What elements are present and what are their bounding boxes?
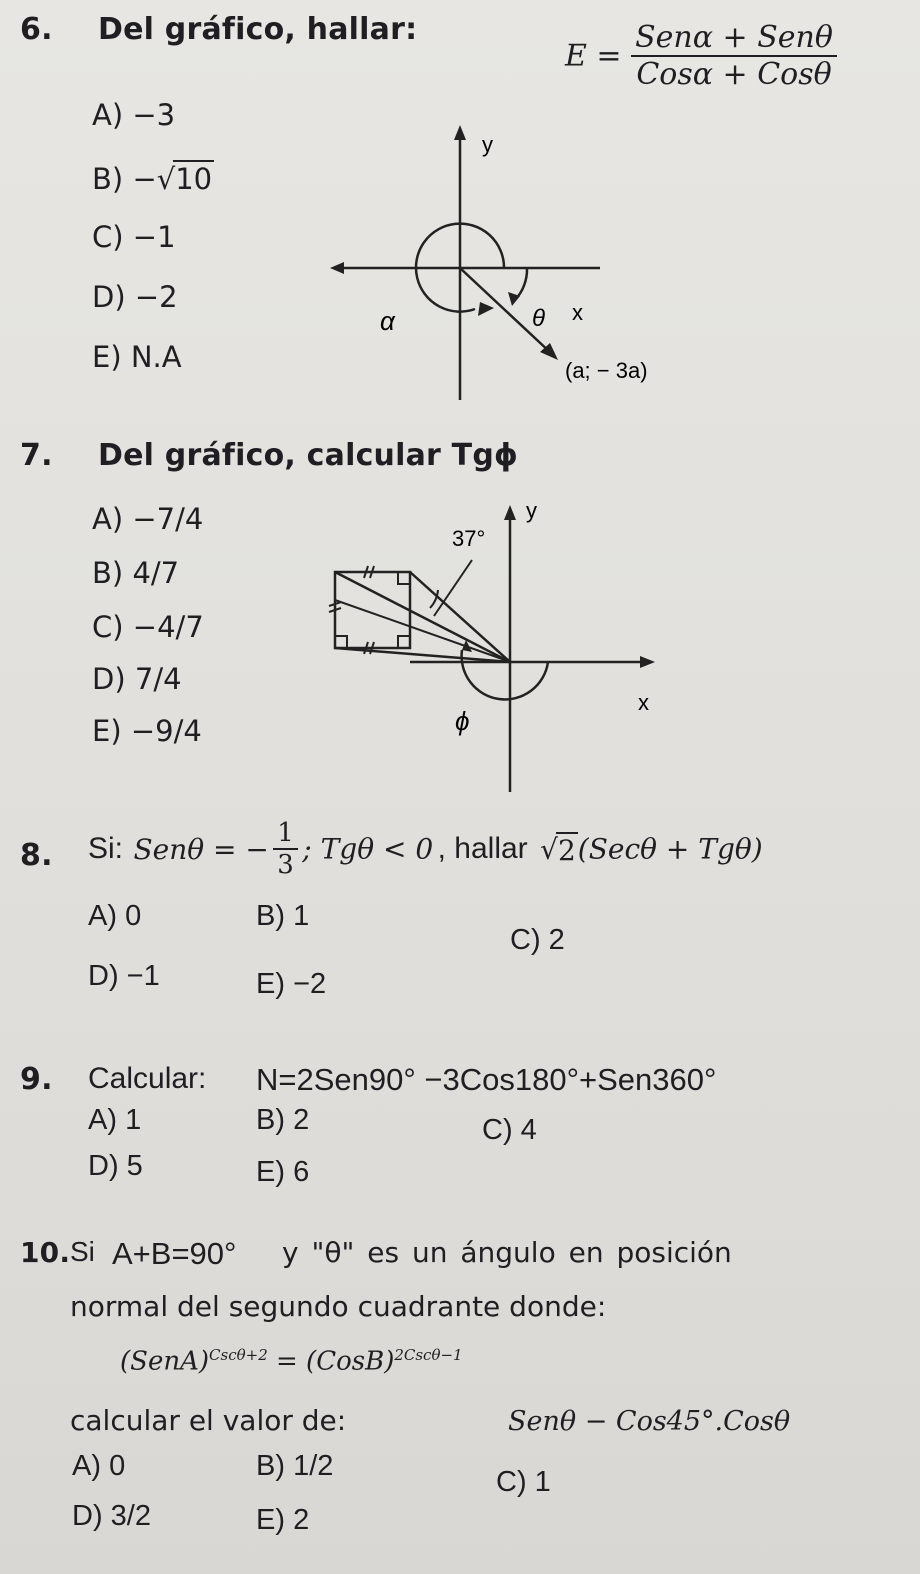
q10-option-b[interactable] <box>256 1450 333 1483</box>
q10-option-d[interactable] <box>72 1500 151 1533</box>
option-letter: E) <box>256 1156 285 1188</box>
q10-option-a[interactable] <box>72 1450 125 1483</box>
q8-option-b[interactable] <box>256 900 309 933</box>
option-letter: E) <box>92 714 122 748</box>
q10-line1-b: A+B=90° <box>112 1236 237 1271</box>
option-value: 4/7 <box>132 556 180 590</box>
option-value: −7/4 <box>132 502 204 536</box>
option-letter: B) <box>256 900 285 932</box>
option-letter: C) <box>482 1114 513 1146</box>
q8-frac-den: 3 <box>277 850 294 880</box>
option-letter: A) <box>88 900 117 932</box>
q8-option-e[interactable] <box>256 968 326 1001</box>
q8-expression: (Secθ + Tgθ) <box>577 832 763 866</box>
option-letter: C) <box>92 610 124 644</box>
sqrt-radicand: 10 <box>175 162 213 196</box>
q6-x-label: x <box>572 300 583 325</box>
q7-right-angle-bottom-left <box>335 636 347 648</box>
option-letter: A) <box>92 98 124 132</box>
option-letter: E) <box>92 340 122 374</box>
q6-formula-numerator: Senα + Senθ <box>631 20 837 57</box>
q7-angle-label: 37° <box>452 526 486 551</box>
option-value: 2 <box>293 1504 310 1536</box>
q7-number: 7. <box>20 438 53 473</box>
q10-line4: calcular el valor de: <box>70 1404 347 1437</box>
q10-line1-c: y "θ" es un ángulo en posición <box>282 1236 732 1269</box>
q10-eq-exp1: Cscθ+2 <box>209 1346 268 1364</box>
q9-option-b[interactable] <box>256 1104 309 1137</box>
option-letter: D) <box>92 280 126 314</box>
option-value: −2 <box>134 280 178 314</box>
option-letter: C) <box>510 924 541 956</box>
q8-mid: , hallar <box>437 832 528 865</box>
q8-fraction <box>273 818 298 880</box>
option-value: −1 <box>126 960 160 992</box>
q7-37-pointer <box>434 560 472 616</box>
option-letter: C) <box>92 220 124 254</box>
q8-number: 8. <box>20 838 53 873</box>
option-value: 2 <box>293 1104 310 1136</box>
q9-option-a[interactable] <box>88 1104 141 1137</box>
option-letter: B) <box>92 556 124 590</box>
q6-point-label: (a; − 3a) <box>565 358 648 383</box>
q7-base-line <box>335 648 510 662</box>
q7-x-label: x <box>638 690 649 715</box>
q7-y-label: y <box>526 498 537 523</box>
option-value: 0 <box>109 1450 126 1482</box>
q6-prompt: Del gráfico, hallar: <box>98 12 418 47</box>
option-value: −3 <box>132 98 176 132</box>
q10-eq-exp2: 2Cscθ−1 <box>394 1346 463 1364</box>
q9-expression: N=2Sen90° −3Cos180°+Sen360° <box>256 1062 717 1097</box>
q10-eq-mid: = (CosB) <box>276 1346 395 1377</box>
option-value: −9/4 <box>130 714 202 748</box>
q8-option-c[interactable] <box>510 924 565 957</box>
option-value: 6 <box>293 1156 310 1188</box>
option-value: 5 <box>126 1150 143 1182</box>
option-value: − <box>132 162 157 196</box>
option-value: N.A <box>130 340 182 374</box>
q8-option-a[interactable] <box>88 900 141 933</box>
q10-equation <box>120 1346 463 1377</box>
q7-prompt: Del gráfico, calcular Tgϕ <box>98 438 519 473</box>
option-letter: D) <box>88 1150 119 1182</box>
option-value: 1 <box>293 900 310 932</box>
q8-sqrt-radicand: 2 <box>557 833 576 867</box>
option-letter: A) <box>88 1104 117 1136</box>
option-value: 0 <box>125 900 142 932</box>
option-letter: E) <box>256 1504 285 1536</box>
q7-right-angle-top <box>398 572 410 584</box>
q10-number: 10. <box>20 1236 71 1269</box>
q7-phi-label: ϕ <box>455 706 470 736</box>
q10-option-c[interactable] <box>496 1466 551 1499</box>
option-letter: D) <box>72 1500 103 1532</box>
q6-theta-label: θ <box>532 305 546 332</box>
option-value: 1 <box>534 1466 551 1498</box>
q7-y-arrow <box>504 505 516 520</box>
option-value: −1 <box>132 220 176 254</box>
q10-line2: normal del segundo cuadrante donde: <box>70 1290 607 1323</box>
q6-number: 6. <box>20 12 53 47</box>
q7-right-angle-bottom-right <box>398 636 410 648</box>
option-value: 3/2 <box>110 1500 151 1532</box>
q10-line1-a: Si <box>70 1236 95 1267</box>
q8-prompt: Si: <box>88 832 124 865</box>
option-letter: E) <box>256 968 285 1000</box>
q10-eq-base1: (SenA) <box>120 1346 210 1377</box>
option-value: −2 <box>293 968 327 1000</box>
option-letter: C) <box>496 1466 527 1498</box>
q6-formula-lhs: E = <box>565 38 622 74</box>
option-value: −4/7 <box>132 610 204 644</box>
option-value: 1/2 <box>293 1450 334 1482</box>
q8-option-d[interactable] <box>88 960 160 993</box>
q6-formula-denominator: Cosα + Cosθ <box>636 57 832 92</box>
q9-option-d[interactable] <box>88 1150 143 1183</box>
option-value: 4 <box>520 1114 537 1146</box>
option-letter: D) <box>92 662 126 696</box>
q8-sen: Senθ = − <box>133 832 269 866</box>
option-value: 7/4 <box>134 662 182 696</box>
q10-option-e[interactable] <box>256 1504 309 1537</box>
q9-number: 9. <box>20 1062 53 1097</box>
q6-alpha-label: α <box>380 306 395 336</box>
q8-frac-num: 1 <box>273 818 298 850</box>
q9-prompt: Calcular: <box>88 1062 207 1095</box>
q8-condition: ; Tgθ < 0 <box>302 832 434 866</box>
option-letter: D) <box>88 960 119 992</box>
option-letter: B) <box>256 1104 285 1136</box>
option-letter: B) <box>256 1450 285 1482</box>
option-letter: A) <box>92 502 124 536</box>
q10-expression: Senθ − Cos45°.Cosθ <box>508 1406 791 1437</box>
q6-y-label: y <box>482 132 493 157</box>
option-letter: B) <box>92 162 124 196</box>
q8-statement: Si: Senθ = − $\frac{1}{3}$ ; Tgθ < 0 , hallar √2(Secθ + Tgθ) <box>88 818 763 880</box>
option-value: 2 <box>548 924 565 956</box>
option-value: 1 <box>125 1104 142 1136</box>
q9-option-c[interactable] <box>482 1114 537 1147</box>
q7-x-arrow <box>640 656 655 668</box>
q6-option-b[interactable]: B) −√10 <box>92 162 213 196</box>
option-letter: A) <box>72 1450 101 1482</box>
q9-option-e[interactable] <box>256 1156 309 1189</box>
